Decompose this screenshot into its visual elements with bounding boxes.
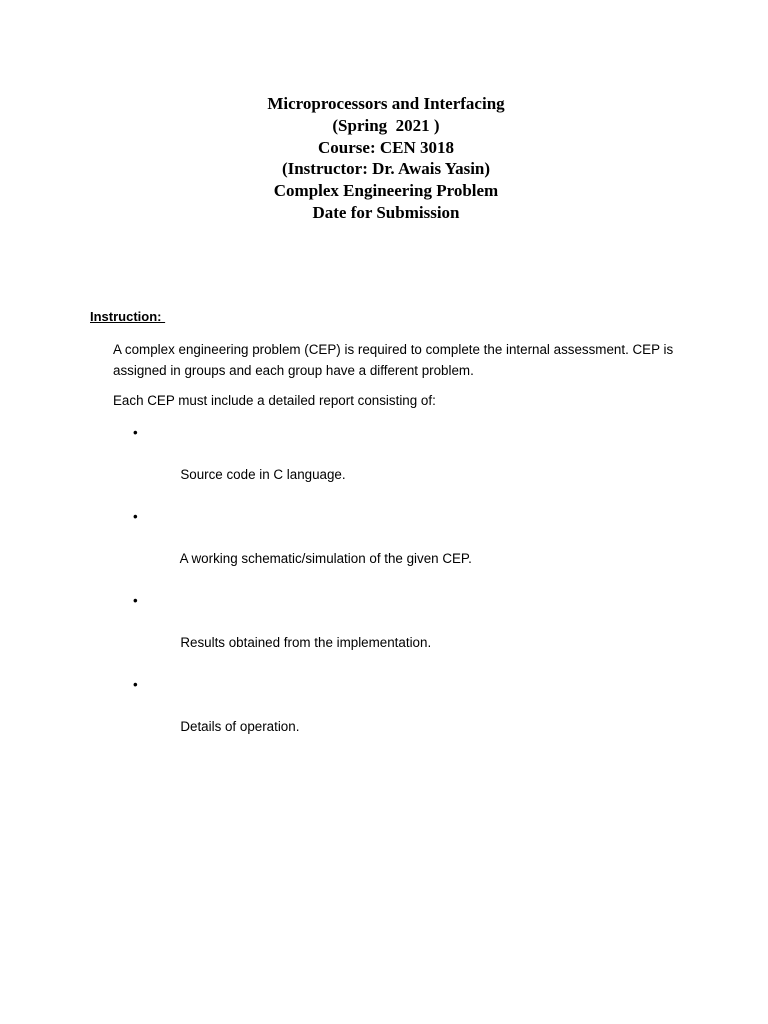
list-item bbox=[113, 590, 472, 674]
bullet-icon: • bbox=[133, 593, 138, 608]
semester-line: (Spring 2021 ) bbox=[332, 115, 440, 135]
list-item-text: Details of operation. bbox=[180, 719, 300, 734]
list-item-text: Source code in C language. bbox=[180, 467, 346, 482]
document-type-line: Complex Engineering Problem bbox=[273, 181, 499, 201]
course-code-line: Course: CEN 3018 bbox=[318, 137, 454, 157]
list-item bbox=[113, 674, 472, 758]
course-title: Microprocessors and Interfacing bbox=[267, 94, 505, 113]
report-requirements-list bbox=[113, 422, 472, 758]
instructor-line: (Instructor: Dr. Awais Yasin) bbox=[281, 159, 491, 179]
list-item-text: Results obtained from the implementation. bbox=[180, 635, 432, 650]
instruction-paragraph-2: Each CEP must include a detailed report consisting of: bbox=[113, 393, 436, 408]
list-item bbox=[113, 506, 472, 590]
submission-date-line: Date for Submission bbox=[312, 202, 460, 222]
instruction-paragraph-1: A complex engineering problem (CEP) is required to complete the internal assessment. CEP is assigned in groups and each group have a different problem. bbox=[113, 342, 674, 378]
list-item bbox=[113, 422, 472, 506]
document-title-block bbox=[0, 93, 768, 224]
list-item-text: A working schematic/simulation of the given CEP. bbox=[179, 551, 472, 566]
instruction-heading: Instruction: bbox=[90, 309, 166, 324]
bullet-icon: • bbox=[133, 425, 138, 440]
bullet-icon: • bbox=[133, 677, 138, 692]
bullet-icon: • bbox=[133, 509, 138, 524]
